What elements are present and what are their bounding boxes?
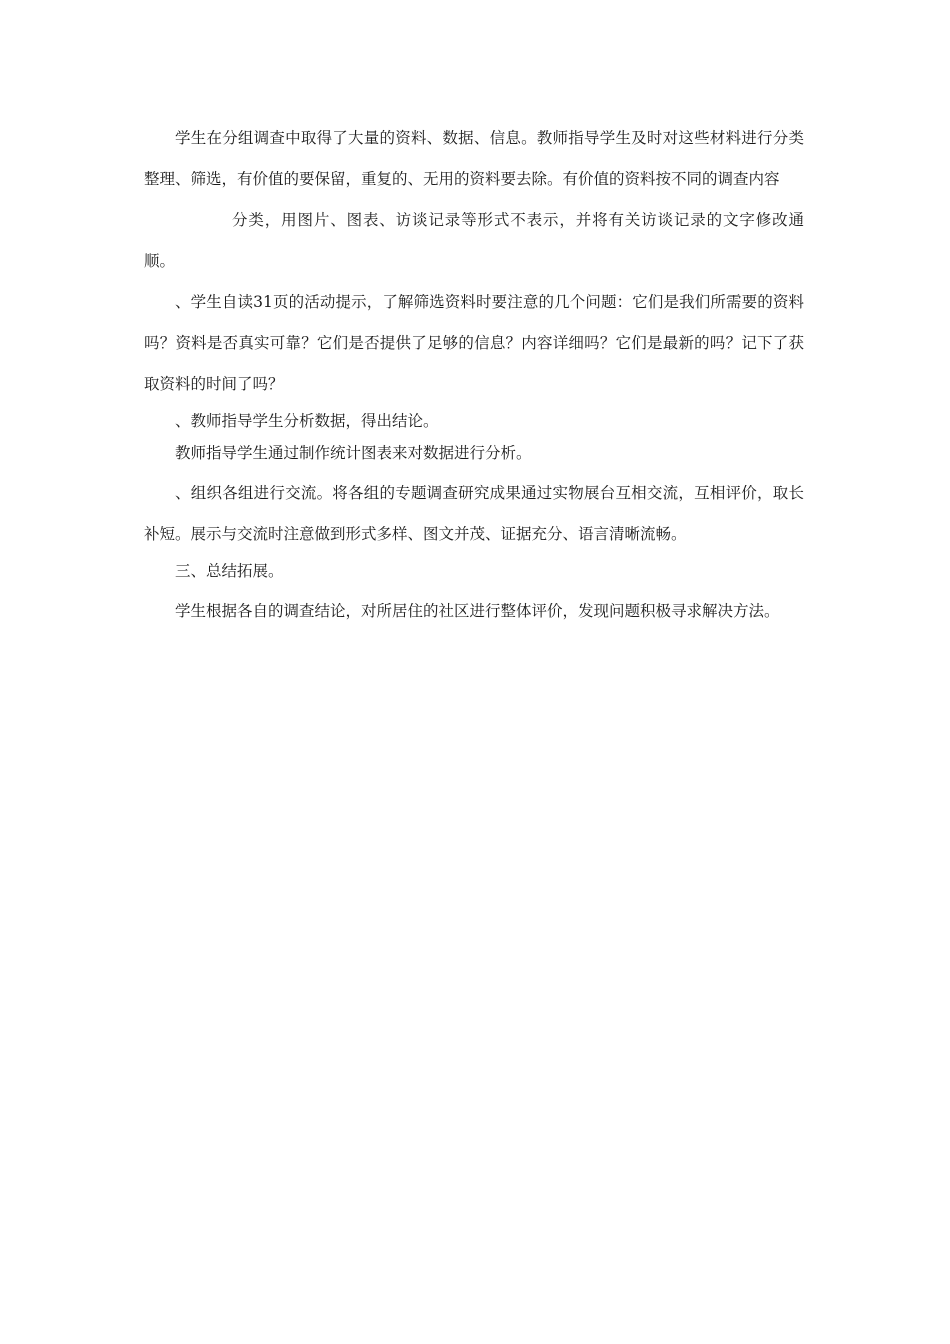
document-body bbox=[144, 118, 804, 632]
paragraph-statistical-charts: 教师指导学生通过制作统计图表来对数据进行分析。 bbox=[175, 444, 532, 462]
section-heading-summary: 三、总结拓展。 bbox=[175, 562, 284, 580]
paragraph-self-reading: 、学生自读31页的活动提示，了解筛选资料时要注意的几个问题：它们是我们所需要的资料吗？资料是否真实可靠？它们是否提供了足够的信息？内容详细吗？它们是最新的吗？记下了获取资料的时间了吗？ bbox=[144, 293, 804, 393]
paragraph-group-exchange: 、组织各组进行交流。将各组的专题调查研究成果通过实物展台互相交流，互相评价，取长补短。展示与交流时注意做到形式多样、图文并茂、证据充分、语言清晰流畅。 bbox=[144, 484, 804, 543]
paragraph-community-evaluation: 学生根据各自的调查结论，对所居住的社区进行整体评价，发现问题积极寻求解决方法。 bbox=[175, 602, 780, 620]
paragraph-data-sorting: 学生在分组调查中取得了大量的资料、数据、信息。教师指导学生及时对这些材料进行分类整理、筛选，有价值的要保留，重复的、无用的资料要去除。有价值的资料按不同的调查内容 bbox=[144, 129, 804, 188]
paragraph-analyze-data: 、教师指导学生分析数据，得出结论。 bbox=[175, 412, 439, 430]
paragraph-classification: 分类，用图片、图表、访谈记录等形式不表示，并将有关访谈记录的文字修改通顺。 bbox=[144, 211, 804, 270]
